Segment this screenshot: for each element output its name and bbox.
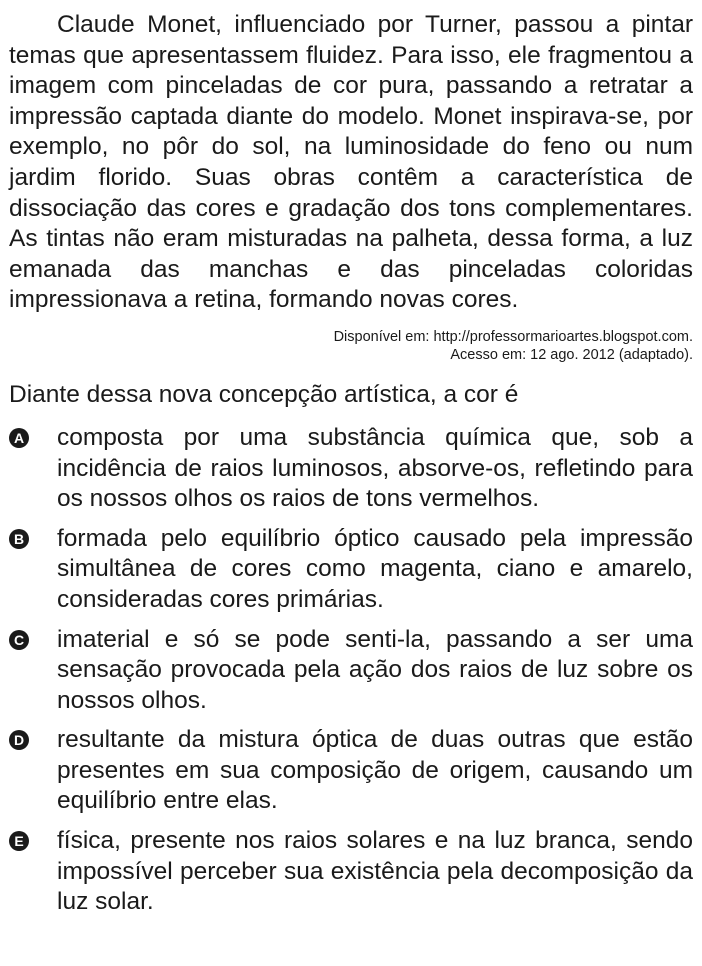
option-letter-e-icon: E xyxy=(9,831,29,851)
source-url: Disponível em: http://professormarioartes.blogspot.com. xyxy=(333,328,693,345)
source-access-date: Acesso em: 12 ago. 2012 (adaptado). xyxy=(450,346,693,363)
source-citation xyxy=(9,328,693,364)
option-c[interactable] xyxy=(9,625,693,717)
option-text-b: formada pelo equilíbrio óptico causado pela impressão simultânea de cores como magenta, ciano e amarelo, consideradas cores primárias. xyxy=(57,524,693,613)
option-text-c: imaterial e só se pode senti-la, passando a ser uma sensação provocada pela ação dos raios de luz sobre os nossos olhos. xyxy=(57,625,693,714)
option-letter-a-icon: A xyxy=(9,428,29,448)
option-letter-b-icon: B xyxy=(9,529,29,549)
option-letter-d-icon: D xyxy=(9,730,29,750)
option-a[interactable] xyxy=(9,423,693,515)
option-text-e: física, presente nos raios solares e na luz branca, sendo impossível perceber sua existência pela decomposição da luz solar. xyxy=(57,827,693,916)
option-text-d: resultante da mistura óptica de duas outras que estão presentes em sua composição de origem, causando um equilíbrio entre elas. xyxy=(57,726,693,815)
answer-options xyxy=(9,423,693,918)
option-e[interactable] xyxy=(9,826,693,918)
option-text-a: composta por uma substância química que, sob a incidência de raios luminosos, absorve-os, refletindo para os nossos olhos os raios de tons vermelhos. xyxy=(57,423,693,513)
question-stem: Diante dessa nova concepção artística, a cor é xyxy=(9,380,519,408)
passage-text: Claude Monet, influenciado por Turner, passou a pintar temas que apresentassem fluidez. Para isso, ele fragmentou a imagem com pinceladas de cor pura, passando a retratar a impressão captada diante do modelo. Monet inspirava-se, por exemplo, no pôr do sol, na luminosidade do feno ou num jardim florido. Suas obras contêm a característica de dissociação das cores e gradação dos tons complementares. As tintas não eram misturadas na palheta, dessa forma, a luz emanada das manchas e das pinceladas coloridas impressionava a retina, formando novas cores. xyxy=(9,11,693,314)
question-page xyxy=(9,10,693,927)
option-d[interactable] xyxy=(9,725,693,817)
option-letter-c-icon: C xyxy=(9,630,29,650)
option-b[interactable] xyxy=(9,524,693,616)
